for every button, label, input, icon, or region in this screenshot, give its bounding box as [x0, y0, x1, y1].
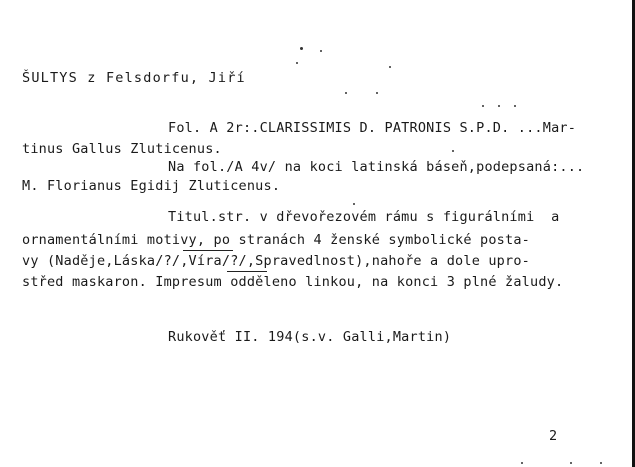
- scan-speck: [300, 47, 303, 50]
- text-line-6: ornamentálními motivy, po stranách 4 ženské symbolické posta-: [22, 232, 530, 248]
- text-line-1: Fol. A 2r:.CLARISSIMIS D. PATRONIS S.P.D. ...Mar-: [168, 120, 577, 136]
- motivy-underline: [183, 250, 233, 251]
- vira-underline: [227, 271, 267, 272]
- scan-speck: [389, 66, 391, 68]
- scan-speck: [600, 462, 602, 464]
- scan-speck: [320, 50, 322, 52]
- scan-speck: [353, 203, 355, 205]
- scan-speck: [498, 105, 500, 107]
- scan-speck: [482, 105, 484, 107]
- text-line-7: vy (Naděje,Láska/?/,Víra/?/,Spravedlnost),nahoře a dole upro-: [22, 253, 530, 269]
- page-number: 2: [549, 428, 558, 444]
- card-heading: ŠULTYS z Felsdorfu, Jiří: [22, 70, 246, 86]
- text-line-5: Titul.str. v dřevořezovém rámu s figurálními a: [168, 209, 560, 225]
- scan-speck: [570, 462, 572, 464]
- scan-speck: [514, 105, 516, 107]
- text-line-8: střed maskaron. Impresum odděleno linkou, na konci 3 plné žaludy.: [22, 274, 564, 290]
- text-line-2: tinus Gallus Zluticenus.: [22, 141, 222, 157]
- scan-speck: [345, 92, 347, 94]
- scan-speck: [521, 462, 523, 464]
- text-line-3: Na fol./A 4v/ na koci latinská báseň,podepsaná:...: [168, 159, 585, 175]
- reference-line: Rukověť II. 194(s.v. Galli,Martin): [168, 329, 452, 345]
- scan-speck: [296, 62, 298, 64]
- text-line-4: M. Florianus Egidij Zluticenus.: [22, 178, 281, 194]
- scan-speck: [452, 150, 454, 152]
- scan-speck: [376, 92, 378, 94]
